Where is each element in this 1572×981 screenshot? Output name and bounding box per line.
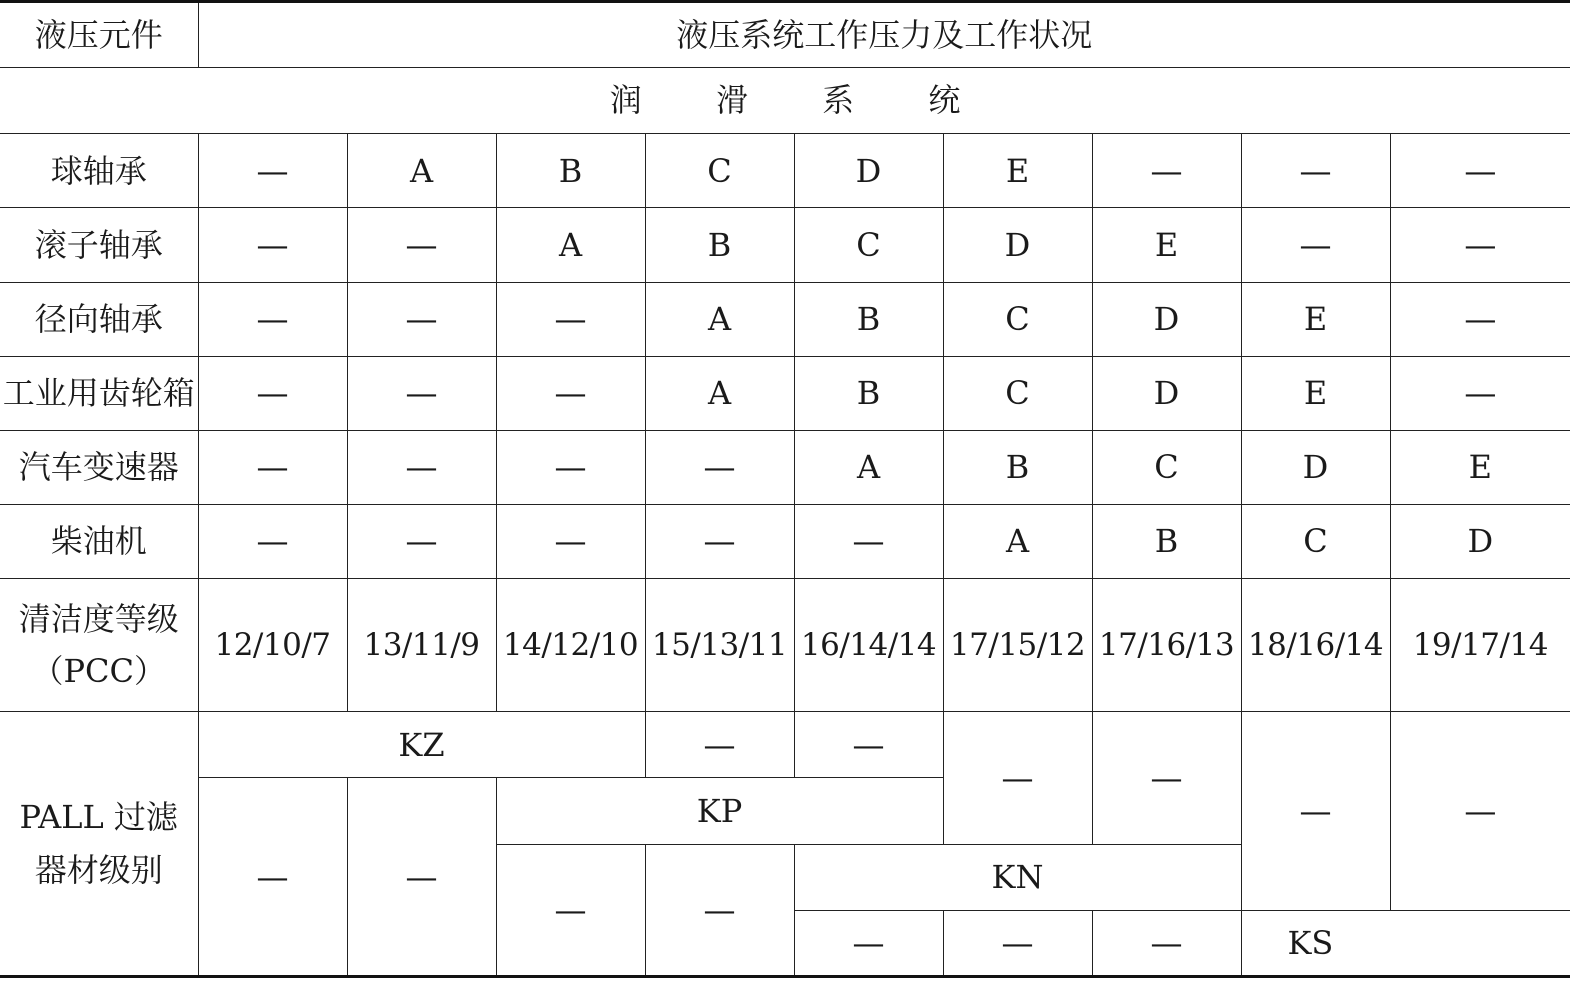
table-cell: C — [943, 356, 1092, 430]
table-row — [0, 504, 1570, 578]
table-cell: — — [645, 430, 794, 504]
table-cell: — — [496, 430, 645, 504]
cleanliness-value: 12/10/7 — [198, 579, 347, 712]
cleanliness-value: 19/17/14 — [1390, 579, 1570, 712]
table-row — [0, 134, 1570, 208]
pall-row — [0, 712, 1570, 778]
table-cell: — — [645, 504, 794, 578]
table-cell: — — [347, 430, 496, 504]
pall-label-line1: PALL 过滤 — [19, 798, 178, 837]
table-cell: A — [496, 208, 645, 282]
pall-dash-cell: — — [347, 778, 496, 977]
table-cell: B — [1092, 504, 1241, 578]
table-cell: B — [645, 208, 794, 282]
pall-dash-cell: — — [198, 778, 347, 977]
section-cell — [0, 68, 1570, 134]
pall-dash-cell: — — [943, 712, 1092, 844]
table-cell: D — [943, 208, 1092, 282]
row-label: 工业用齿轮箱 — [0, 356, 198, 430]
pall-dash-cell: — — [1390, 712, 1570, 910]
row-label: 球轴承 — [0, 134, 198, 208]
table-cell: D — [1092, 282, 1241, 356]
row-label: 滚子轴承 — [0, 208, 198, 282]
cleanliness-value: 14/12/10 — [496, 579, 645, 712]
table-cell: — — [198, 504, 347, 578]
table-cell: — — [1390, 208, 1570, 282]
table-row — [0, 282, 1570, 356]
pall-dash-cell: — — [943, 910, 1092, 976]
table-cell: — — [347, 208, 496, 282]
table-cell: D — [794, 134, 943, 208]
cleanliness-value: 18/16/14 — [1241, 579, 1390, 712]
table-cell: C — [645, 134, 794, 208]
table-cell: — — [198, 208, 347, 282]
table-cell: D — [1092, 356, 1241, 430]
pall-dash-cell: — — [1241, 712, 1390, 910]
table-cell: D — [1390, 504, 1570, 578]
pall-dash-cell: — — [794, 712, 943, 778]
table-cell: — — [1390, 282, 1570, 356]
pall-dash-cell: — — [794, 910, 943, 976]
table-cell: — — [496, 282, 645, 356]
table-row — [0, 356, 1570, 430]
table-cell: — — [1241, 208, 1390, 282]
pall-kp-cell: KP — [496, 778, 943, 844]
cleanliness-value: 15/13/11 — [645, 579, 794, 712]
header-row — [0, 2, 1570, 68]
pall-dash-cell: — — [645, 844, 794, 976]
table-cell: B — [943, 430, 1092, 504]
table-title: 液压系统工作压力及工作状况 — [676, 15, 1093, 54]
table-cell: C — [1241, 504, 1390, 578]
title-header-cell — [198, 2, 1570, 68]
pall-dash-cell: — — [645, 712, 794, 778]
pall-kn-cell: KN — [794, 844, 1241, 910]
component-header-cell — [0, 2, 198, 68]
table-cell: — — [496, 504, 645, 578]
pall-dash-cell: — — [496, 844, 645, 976]
cleanliness-row — [0, 579, 1570, 712]
table-cell: D — [1241, 430, 1390, 504]
table-cell: — — [198, 356, 347, 430]
cleanliness-value: 13/11/9 — [347, 579, 496, 712]
table-cell: — — [1390, 356, 1570, 430]
pall-label-cell — [0, 712, 198, 977]
table-cell: — — [347, 282, 496, 356]
table-cell: C — [794, 208, 943, 282]
table-cell: E — [943, 134, 1092, 208]
row-label: 径向轴承 — [0, 282, 198, 356]
table-cell: C — [1092, 430, 1241, 504]
table-cell: A — [645, 282, 794, 356]
table-cell: A — [943, 504, 1092, 578]
table-cell: — — [496, 356, 645, 430]
table-row — [0, 208, 1570, 282]
table-cell: E — [1241, 356, 1390, 430]
table-cell: A — [347, 134, 496, 208]
table-cell: A — [794, 430, 943, 504]
pall-ks-cell: KS — [1241, 910, 1570, 976]
table-cell: — — [794, 504, 943, 578]
cleanliness-value: 17/15/12 — [943, 579, 1092, 712]
cleanliness-value: 17/16/13 — [1092, 579, 1241, 712]
table-cell: B — [496, 134, 645, 208]
pall-dash-cell: — — [1092, 910, 1241, 976]
table-cell: B — [794, 356, 943, 430]
table-cell: A — [645, 356, 794, 430]
pall-dash-cell: — — [1092, 712, 1241, 844]
table-cell: — — [198, 134, 347, 208]
table-cell: — — [1092, 134, 1241, 208]
cleanliness-value: 16/14/14 — [794, 579, 943, 712]
table-cell: E — [1092, 208, 1241, 282]
pall-label-line2: 器材级别 — [34, 850, 163, 889]
table-row — [0, 430, 1570, 504]
table-cell: C — [943, 282, 1092, 356]
cleanliness-label-line1: 清洁度等级 — [18, 599, 179, 638]
cleanliness-label-cell — [0, 579, 198, 712]
cleanliness-label-line2: （PCC） — [31, 652, 166, 691]
section-title: 润 滑 系 统 — [609, 81, 993, 120]
table-cell: — — [198, 430, 347, 504]
table-cell: E — [1390, 430, 1570, 504]
table-cell: — — [347, 504, 496, 578]
row-label: 柴油机 — [0, 504, 198, 578]
pall-kz-cell: KZ — [198, 712, 645, 778]
table-cell: — — [1390, 134, 1570, 208]
component-header: 液压元件 — [34, 15, 163, 54]
table-cell: B — [794, 282, 943, 356]
table-cell: — — [347, 356, 496, 430]
row-label: 汽车变速器 — [0, 430, 198, 504]
section-row — [0, 68, 1570, 134]
table-cell: E — [1241, 282, 1390, 356]
table-cell: — — [198, 282, 347, 356]
table-cell: — — [1241, 134, 1390, 208]
